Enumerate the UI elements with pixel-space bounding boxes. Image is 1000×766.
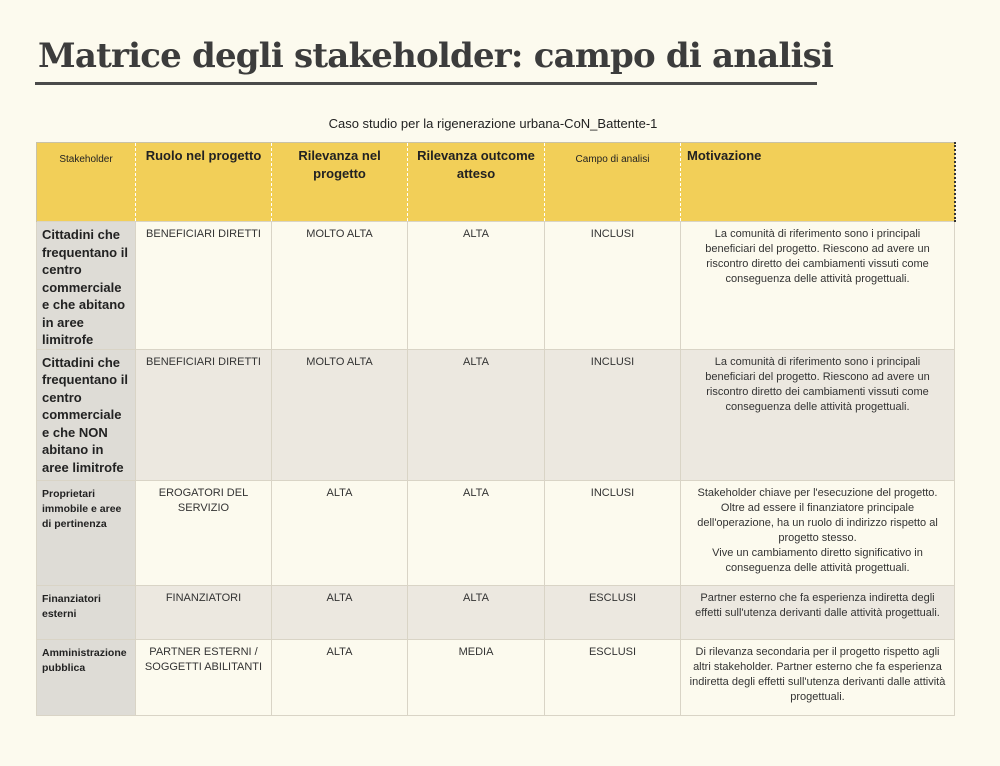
motivazione-text: Stakeholder chiave per l'esecuzione del progetto. Oltre ad essere il finanziatore principale dell'operazione, ha un ruolo di indirizzo rispetto al progetto stesso. [697, 486, 938, 544]
table-caption: Caso studio per la rigenerazione urbana-CoN_Battente-1 [328, 116, 658, 131]
stakeholder-cell: Cittadini che frequentano il centro commerciale e che abitano in aree limitrofe [37, 222, 136, 350]
rilevanza-outcome-cell: ALTA [408, 349, 545, 480]
title-underline [35, 82, 817, 85]
page-title: Matrice degli stakeholder: campo di analisi [38, 36, 834, 76]
table-header-row [37, 143, 955, 222]
ruolo-cell: PARTNER ESTERNI / SOGGETTI ABILITANTI [136, 639, 272, 715]
header-rilevanza-outcome: Rilevanza outcome atteso [408, 143, 545, 222]
header-stakeholder: Stakeholder [37, 143, 136, 222]
ruolo-cell: BENEFICIARI DIRETTI [136, 349, 272, 480]
rilevanza-progetto-cell: MOLTO ALTA [272, 349, 408, 480]
motivazione-cell: Partner esterno che fa esperienza indiretta degli effetti sull'utenza derivanti dalle attività progettuali. [681, 585, 955, 639]
table-row [37, 349, 955, 480]
stakeholder-cell: Finanziatori esterni [37, 585, 136, 639]
table-row [37, 639, 955, 715]
table-row [37, 480, 955, 585]
ruolo-cell: FINANZIATORI [136, 585, 272, 639]
motivazione-cell: La comunità di riferimento sono i principali beneficiari del progetto. Riescono ad avere un riscontro diretto dei cambiamenti vissuti come conseguenza delle attività progettuali. [681, 222, 955, 350]
stakeholder-matrix-table [36, 142, 956, 716]
rilevanza-outcome-cell: MEDIA [408, 639, 545, 715]
rilevanza-progetto-cell: MOLTO ALTA [272, 222, 408, 350]
stakeholder-cell: Amministrazione pubblica [37, 639, 136, 715]
motivazione-text-2: Vive un cambiamento diretto significativo in conseguenza delle attività progettuali. [712, 546, 923, 574]
rilevanza-progetto-cell: ALTA [272, 639, 408, 715]
rilevanza-outcome-cell: ALTA [408, 480, 545, 585]
motivazione-cell: Di rilevanza secondaria per il progetto rispetto agli altri stakeholder. Partner esterno che fa esperienza indiretta degli effetti sull'utenza derivanti dalle attività progettuali. [681, 639, 955, 715]
campo-analisi-cell: ESCLUSI [545, 639, 681, 715]
rilevanza-progetto-cell: ALTA [272, 585, 408, 639]
rilevanza-outcome-cell: ALTA [408, 585, 545, 639]
campo-analisi-cell: INCLUSI [545, 349, 681, 480]
campo-analisi-cell: ESCLUSI [545, 585, 681, 639]
header-motivazione: Motivazione [681, 143, 955, 222]
motivazione-cell [681, 480, 955, 585]
stakeholder-cell: Proprietari immobile e aree di pertinenza [37, 480, 136, 585]
header-rilevanza-progetto: Rilevanza nel progetto [272, 143, 408, 222]
table-row [37, 585, 955, 639]
stakeholder-cell: Cittadini che frequentano il centro commerciale e che NON abitano in aree limitrofe [37, 349, 136, 480]
header-ruolo: Ruolo nel progetto [136, 143, 272, 222]
motivazione-cell: La comunità di riferimento sono i principali beneficiari del progetto. Riescono ad avere un riscontro diretto dei cambiamenti vissuti come conseguenza delle attività progettuali. [681, 349, 955, 480]
header-campo-analisi: Campo di analisi [545, 143, 681, 222]
rilevanza-outcome-cell: ALTA [408, 222, 545, 350]
ruolo-cell: BENEFICIARI DIRETTI [136, 222, 272, 350]
campo-analisi-cell: INCLUSI [545, 480, 681, 585]
rilevanza-progetto-cell: ALTA [272, 480, 408, 585]
table-row [37, 222, 955, 350]
ruolo-cell: EROGATORI DEL SERVIZIO [136, 480, 272, 585]
campo-analisi-cell: INCLUSI [545, 222, 681, 350]
